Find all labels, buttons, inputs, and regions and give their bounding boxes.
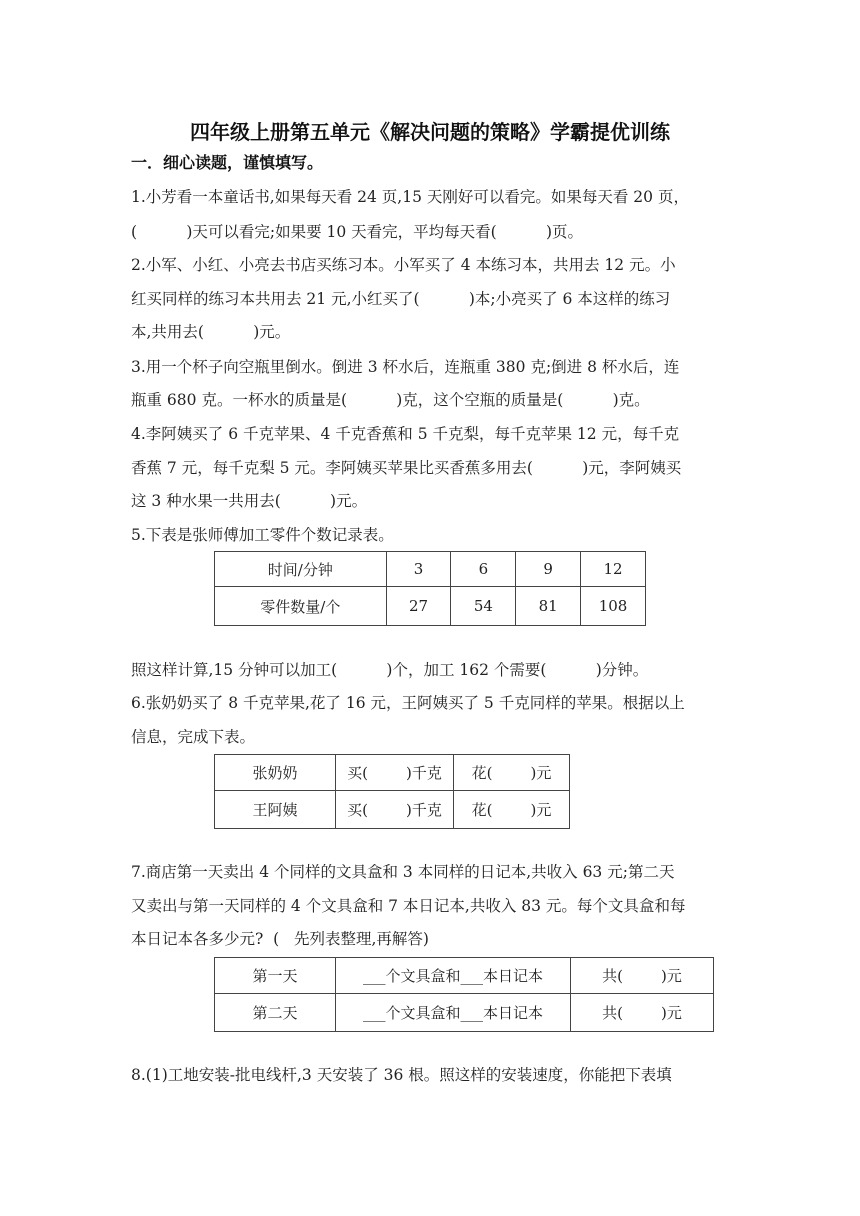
table-cell: 买( )千克	[336, 791, 454, 829]
table-cell: 9	[516, 552, 581, 587]
q5-text: 5.下表是张师傅加工零件个数记录表。	[131, 526, 394, 544]
q2-line-2: 红买同样的练习本共用去 21 元,小红买了( )本;小亮买了 6 本这样的练习	[131, 290, 671, 308]
q5-table	[214, 551, 646, 626]
table-cell: 共( )元	[571, 994, 714, 1032]
q4-line-2: 香蕉 7 元，每千克梨 5 元。李阿姨买苹果比买香蕉多用去( )元，李阿姨买	[131, 459, 682, 477]
table-cell: 81	[516, 587, 581, 626]
table-cell: 花( )元	[454, 791, 570, 829]
table-row	[215, 552, 646, 587]
table-cell: 6	[451, 552, 516, 587]
q6-line-2: 信息，完成下表。	[131, 728, 256, 746]
table-cell: 54	[451, 587, 516, 626]
table-row	[215, 791, 570, 829]
q3-line-2: 瓶重 680 克。一杯水的质量是( )克，这个空瓶的质量是( )克。	[131, 391, 650, 409]
table-cell: 时间/分钟	[215, 552, 387, 587]
section-heading: 一．细心读题，谨慎填写。	[131, 153, 324, 172]
q7-line-3: 本日记本各多少元? ( 先列表整理,再解答)	[131, 930, 429, 948]
q6-table	[214, 754, 570, 829]
q6-line-1: 6.张奶奶买了 8 千克苹果,花了 16 元，王阿姨买了 5 千克同样的苹果。根据以上	[131, 694, 685, 712]
q7-table	[214, 957, 714, 1032]
table-cell: 3	[386, 552, 451, 587]
table-cell: 王阿姨	[215, 791, 336, 829]
table-cell: 12	[581, 552, 646, 587]
page-title: 四年级上册第五单元《解决问题的策略》学霸提优训练	[190, 120, 670, 144]
table-cell: 花( )元	[454, 755, 570, 791]
table-row	[215, 994, 714, 1032]
table-cell: 买( )千克	[336, 755, 454, 791]
table-cell: 张奶奶	[215, 755, 336, 791]
q8-line-1: 8.(1)工地安装-批电线杆,3 天安装了 36 根。照这样的安装速度，你能把下表填	[131, 1066, 672, 1084]
table-cell: 第一天	[215, 958, 336, 994]
q7-line-2: 又卖出与第一天同样的 4 个文具盒和 7 本日记本,共收入 83 元。每个文具盒和每	[131, 897, 686, 915]
table-cell: 第二天	[215, 994, 336, 1032]
table-cell: ___个文具盒和___本日记本	[336, 958, 571, 994]
q3-line-1: 3.用一个杯子向空瓶里倒水。倒进 3 杯水后，连瓶重 380 克;倒进 8 杯水后，连	[131, 358, 680, 376]
q7-line-1: 7.商店第一天卖出 4 个同样的文具盒和 3 本同样的日记本,共收入 63 元;第二天	[131, 863, 675, 881]
q5-after-text: 照这样计算,15 分钟可以加工( )个，加工 162 个需要( )分钟。	[131, 661, 649, 679]
q2-line-1: 2.小军、小红、小亮去书店买练习本。小军买了 4 本练习本，共用去 12 元。小	[131, 256, 676, 274]
table-cell: 27	[386, 587, 451, 626]
q4-line-1: 4.李阿姨买了 6 千克苹果、4 千克香蕉和 5 千克梨，每千克苹果 12 元，每千克	[131, 425, 680, 443]
table-row	[215, 958, 714, 994]
q1-line-2: ( )天可以看完;如果要 10 天看完，平均每天看( )页。	[131, 223, 584, 241]
table-row	[215, 587, 646, 626]
q1-line-1: 1.小芳看一本童话书,如果每天看 24 页,15 天刚好可以看完。如果每天看 20 页，	[131, 188, 689, 206]
table-cell: 108	[581, 587, 646, 626]
table-cell: 零件数量/个	[215, 587, 387, 626]
table-cell: 共( )元	[571, 958, 714, 994]
q4-line-3: 这 3 种水果一共用去( )元。	[131, 492, 368, 510]
table-row	[215, 755, 570, 791]
q2-line-3: 本,共用去( )元。	[131, 323, 291, 341]
table-cell: ___个文具盒和___本日记本	[336, 994, 571, 1032]
